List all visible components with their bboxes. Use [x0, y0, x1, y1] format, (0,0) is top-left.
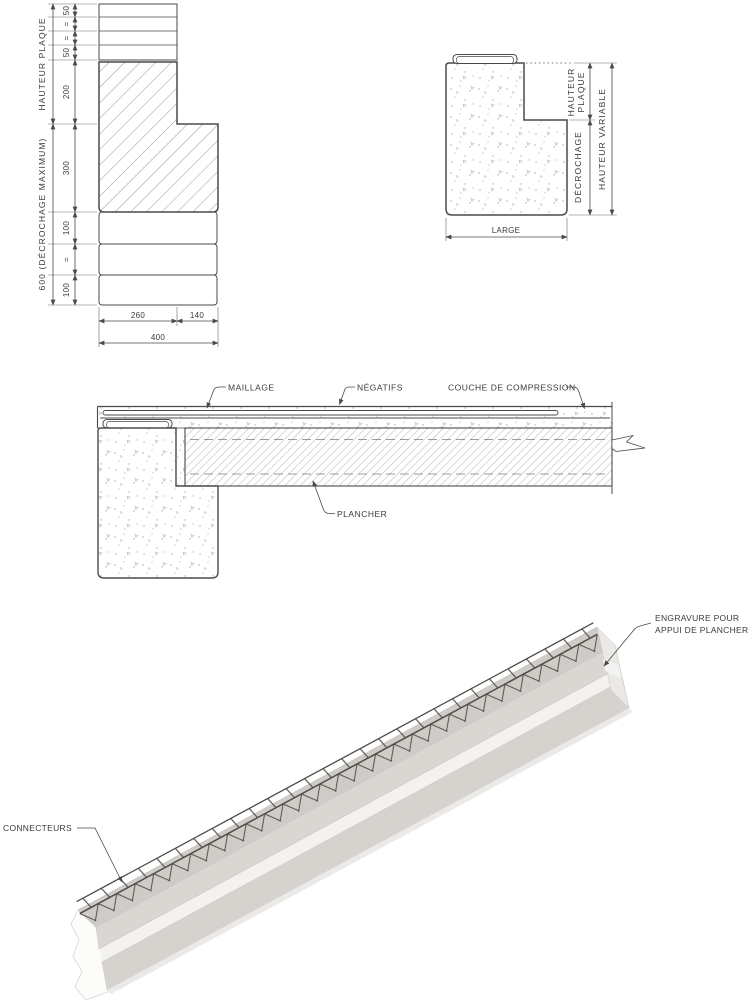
- negatifs-label: NÉGATIFS: [357, 382, 403, 393]
- dim-label: =: [62, 257, 71, 262]
- maillage-leader: [207, 387, 226, 408]
- dim-label-plaque: PLAQUE: [576, 71, 586, 113]
- floor-assembly-figure: [98, 383, 646, 579]
- dim-label-hauteur: HAUTEUR: [566, 67, 576, 117]
- dim-label: 100: [62, 220, 71, 236]
- dim-label: 200: [62, 84, 71, 100]
- dim-label: =: [62, 35, 71, 41]
- stippled-profile-block: [446, 63, 567, 215]
- extension-lines-left: [48, 4, 97, 305]
- channel-cap-outer: [103, 420, 172, 429]
- section-profile-figure: [446, 55, 617, 242]
- section-detail-figure: [37, 4, 218, 347]
- plank-layers: [99, 212, 217, 305]
- engravure-label-line1: ENGRAVURE POUR: [655, 613, 740, 623]
- engravure-label-line2: APPUI DE PLANCHER: [655, 625, 749, 635]
- dim-label: 300: [62, 160, 71, 176]
- dim-label: 100: [62, 282, 71, 298]
- dim-label: 50: [62, 5, 71, 16]
- channel-cap-outer: [453, 55, 517, 64]
- dim-label-260: 260: [130, 311, 146, 320]
- dim-label-decrochage-maximum: 600 (DÉCROCHAGE MAXIMUM): [37, 137, 47, 291]
- connecteurs-label: CONNECTEURS: [3, 823, 72, 833]
- dim-label-hauteur-variable: HAUTEUR VARIABLE: [597, 88, 607, 190]
- hatched-beam-section: [99, 62, 218, 212]
- beam-front-lower-face: [102, 680, 629, 990]
- couche-compression-label: COUCHE DE COMPRESSION: [448, 382, 576, 393]
- connecteurs-leader: [77, 828, 122, 882]
- truss-front-chord: [80, 634, 597, 913]
- dim-label-large: LARGE: [491, 226, 521, 235]
- maillage-label: MAILLAGE: [228, 382, 275, 393]
- dim-label-400: 400: [150, 333, 166, 342]
- dim-label-140: 140: [189, 311, 205, 320]
- compression-layer: [98, 407, 613, 429]
- inner-dim-labels: [62, 6, 71, 298]
- dim-label: =: [62, 21, 71, 27]
- mortar-joint: [177, 429, 185, 485]
- connector-truss: [73, 622, 612, 938]
- dim-label-hauteur-plaque: HAUTEUR PLAQUE: [37, 17, 47, 111]
- negatifs-leader: [340, 387, 356, 405]
- plancher-slab: [185, 428, 612, 486]
- beam-engravure-band: [99, 667, 623, 962]
- negatifs-bar: [103, 411, 558, 416]
- plaque-layers-outline: [99, 4, 177, 60]
- plancher-label: PLANCHER: [337, 509, 388, 519]
- break-mark: [612, 436, 645, 452]
- dim-label-decrochage: DÉCROCHAGE: [573, 131, 583, 203]
- beam-iso-figure: [3, 613, 748, 1000]
- dim-label: 50: [62, 47, 71, 58]
